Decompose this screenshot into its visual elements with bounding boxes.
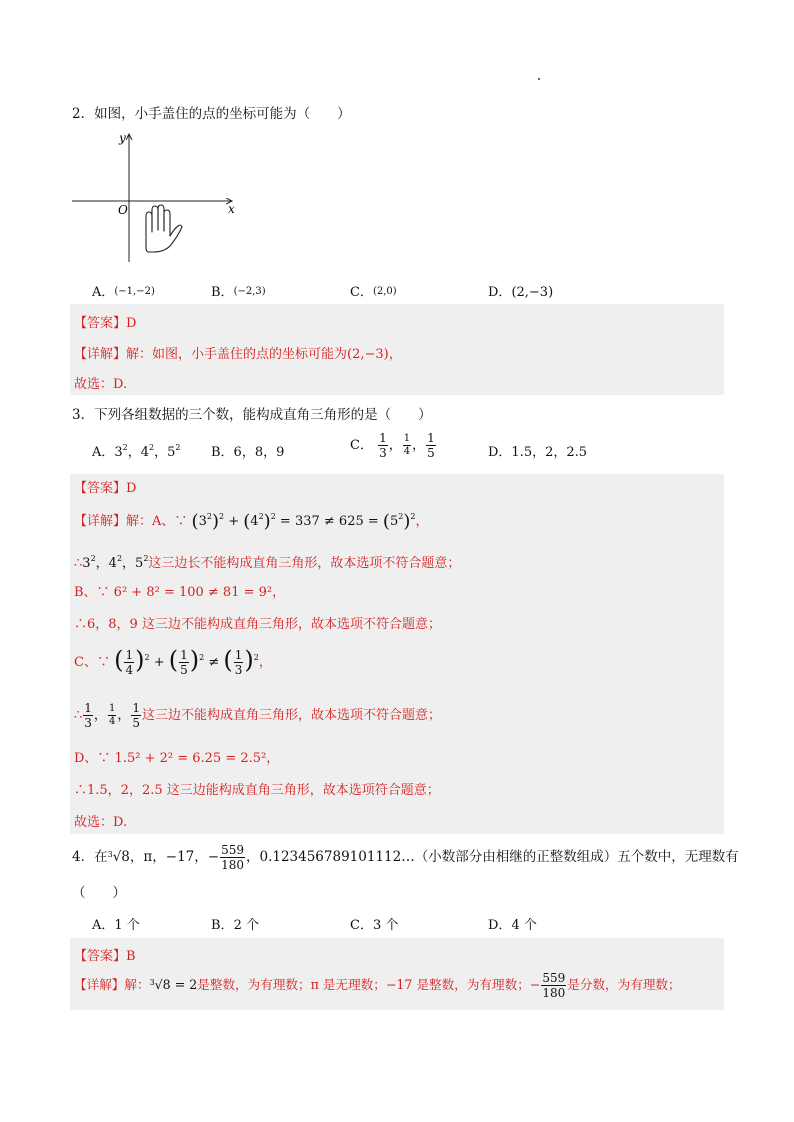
q4-option-b-text: 2 个	[233, 918, 259, 933]
origin-label: O	[118, 203, 128, 217]
q3-option-c-letter: C．	[350, 438, 373, 453]
q3-detail-c2-text: 这三边不能构成直角三角形，故本选项不符合题意；	[141, 708, 441, 723]
q4-option-a	[92, 914, 140, 933]
q3-detail-d1: D、∵ 1.5² + 2² = 6.25 = 2.5²，	[74, 751, 280, 766]
q4-option-d-text: 4 个	[511, 918, 537, 933]
q3-option-a: A．$3^2$，$4^2$，$5^2$	[92, 443, 181, 460]
q4-stem-mid: ，π，−17，	[129, 849, 208, 865]
q2-detail-label: 【详解】	[74, 347, 127, 362]
y-axis-label: y	[119, 131, 126, 145]
q4-answer-label: 【答案】	[74, 949, 127, 964]
q3-detail-label: 【详解】	[74, 514, 127, 529]
q2-option-d-text: (2,−3)	[511, 285, 554, 300]
q3-detail-b2: ∴6，8，9 这三边不能构成直角三角形，故本选项不符合题意；	[74, 617, 441, 632]
x-axis-label: x	[228, 202, 235, 216]
q4-answer-box	[70, 938, 724, 1010]
q4-detail-mid: 是整数，为有理数；π 是无理数；−17 是整数，为有理数；−	[197, 977, 541, 992]
q2-option-d	[488, 281, 553, 300]
q4-stem-prefix: 4．在	[72, 849, 108, 865]
q2-option-b	[211, 281, 266, 300]
q2-option-a	[92, 281, 155, 300]
q2-answer-label: 【答案】	[74, 316, 127, 331]
q4-detail-label: 【详解】	[74, 977, 125, 992]
q4-answer	[74, 945, 136, 964]
q3-answer	[74, 477, 136, 496]
q3-conclusion: 故选：D.	[74, 815, 128, 830]
q2-detail	[74, 343, 402, 362]
q4-detail-prefix: 解：	[124, 977, 150, 992]
q4-option-a-letter: A．	[92, 918, 115, 933]
hand-icon	[146, 205, 182, 252]
q4-option-b	[211, 914, 259, 933]
q3-detail-c1-prefix: C、∵	[74, 655, 110, 670]
q2-answer-value: D	[126, 316, 137, 331]
q2-answer-box	[70, 304, 724, 395]
q2-answer	[74, 312, 136, 331]
q3-answer-label: 【答案】	[74, 481, 127, 496]
q4-option-d-letter: D．	[488, 918, 512, 933]
q4-answer-value: B	[126, 949, 136, 964]
q3-answer-box	[70, 474, 724, 834]
q2-detail-text: 解：如图，小手盖住的点的坐标可能为(2,−3)，	[126, 347, 402, 362]
q4-option-b-letter: B．	[211, 918, 234, 933]
q3-detail-a2-text: 这三边长不能构成直角三角形，故本选项不符合题意；	[148, 556, 461, 571]
q4-option-c-letter: C．	[350, 918, 373, 933]
q3-detail-b1: B、∵ 6² + 8² = 100 ≠ 81 = 9²，	[74, 585, 286, 600]
q3-detail-a1-math: = 337 ≠ 625 =	[279, 514, 379, 529]
q2-option-d-letter: D．	[488, 285, 512, 300]
q4-frac-den: 180	[221, 858, 244, 872]
q4-option-a-text: 1 个	[114, 918, 140, 933]
q2-option-c-text: (2,0)	[372, 286, 397, 297]
q3-detail-a1-prefix: 解：A、∵	[126, 514, 188, 529]
q2-conclusion: 故选：D.	[74, 377, 128, 392]
q2-option-b-letter: B．	[211, 285, 234, 300]
q4-detail-suffix: 是分数，为有理数；	[567, 977, 681, 992]
q2-option-a-text: (−1,−2)	[114, 286, 155, 297]
coordinate-diagram	[66, 126, 246, 266]
q3-option-a-letter: A．	[92, 445, 115, 460]
q4-stem-suffix: ，0.123456789101112…（小数部分由相继的正整数组成）五个数中，无理数有	[245, 849, 739, 865]
q3-stem: 3．下列各组数据的三个数，能构成直角三角形的是（ ）	[72, 407, 432, 423]
page-dot	[538, 78, 540, 80]
q2-option-c	[350, 281, 397, 300]
q3-answer-value: D	[126, 481, 137, 496]
q3-detail-d2: ∴1.5，2，2.5 这三边能构成直角三角形，故本选项符合题意；	[74, 783, 440, 798]
q3-option-d: D．1.5，2，2.5	[488, 445, 588, 460]
q4-detail: 【详解】解：$^3$√8 = 2是整数，为有理数；π 是无理数；−17 是整数，为有理数；− $\frac{559}{180}$ 是分数，为有理数；	[74, 971, 681, 1000]
q3-detail-c2: ∴ $\frac{1}{3}$ ， $\frac{1}{4}$ ， $\frac{1}{5}$ 这三边不能构成直角三角形，故本选项不符合题意；	[74, 701, 441, 730]
q2-option-b-text: (−2,3)	[233, 286, 266, 297]
q3-detail-c1: C、∵ ( $\frac{1}{4}$ )$^2$ + ( $\frac{1}{5}$ )$^2$ ≠ ( $\frac{1}{3}$ )$^2$，	[74, 646, 272, 677]
q3-detail-a1: 【详解】解：A、∵ $(3^2)^2 + (4^2)^2 = 337 \ne 625 = (5^2)^2$，	[74, 511, 429, 532]
q4-stem-line2: （ ）	[72, 885, 126, 901]
q3-detail-a2: $\therefore 3^2$，$4^2$，$5^2$这三边长不能构成直角三角形，故本选项不符合题意；	[74, 554, 461, 571]
q2-option-c-letter: C．	[350, 285, 373, 300]
q4-option-d	[488, 914, 537, 933]
q2-option-a-letter: A．	[92, 285, 115, 300]
q4-frac-num: 559	[221, 843, 244, 857]
q2-stem: 2．如图，小手盖住的点的坐标可能为（ ）	[72, 106, 351, 122]
q4-option-c-text: 3 个	[372, 918, 399, 933]
q4-stem: 4．在$^3$√8，π，−17，− $\frac{559}{180}$ ，0.123456789101112…（小数部分由相继的正整数组成）五个数中，无理数有	[72, 843, 739, 872]
q3-option-b: B．6，8，9	[211, 445, 285, 460]
q4-option-c	[350, 914, 398, 933]
q3-option-c: C． $\frac{1}{3}$ ， $\frac{1}{4}$ ， $\frac{1}{5}$	[350, 431, 435, 460]
